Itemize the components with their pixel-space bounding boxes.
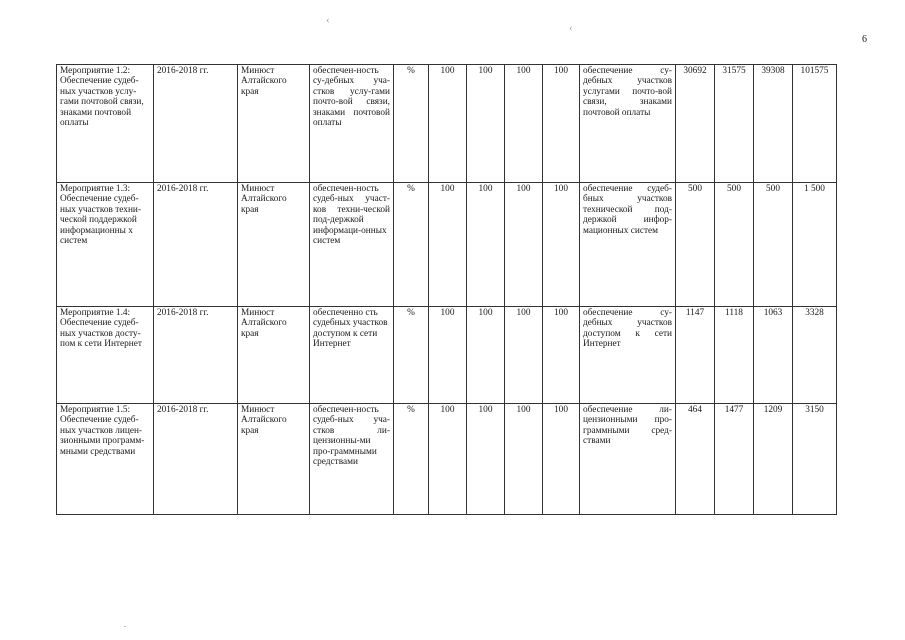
indicator: обеспечен-ность су-дебных уча-стков услу-гами почто-вой связи, знаками почтовой оплаты [310, 65, 394, 183]
funding-total: 101575 [793, 65, 837, 183]
value-2: 100 [467, 183, 505, 307]
value-2: 100 [467, 65, 505, 183]
period: 2016-2018 гг. [154, 307, 238, 404]
scan-mark: ‹ [326, 14, 330, 26]
funding-1: 1147 [676, 307, 715, 404]
unit: % [394, 307, 429, 404]
program-activities-table [56, 64, 837, 515]
value-2: 100 [467, 404, 505, 515]
executor: Минюст Алтайского края [238, 307, 310, 404]
activity-name: Мероприятие 1.2: Обеспечение судеб-ных участков услу-гами почтовой связи, знаками почтовой оплаты [57, 65, 154, 183]
activity-name: Мероприятие 1.4: Обеспечение судеб-ных участков досту-пом к сети Интернет [57, 307, 154, 404]
value-4: 100 [543, 65, 580, 183]
funding-2: 500 [715, 183, 754, 307]
period: 2016-2018 гг. [154, 65, 238, 183]
executor: Минюст Алтайского края [238, 404, 310, 515]
table-row [57, 65, 837, 183]
funding-total: 1 500 [793, 183, 837, 307]
value-1: 100 [429, 183, 467, 307]
funding-total: 3150 [793, 404, 837, 515]
funding-1: 500 [676, 183, 715, 307]
funding-2: 1477 [715, 404, 754, 515]
scan-mark: ‹ [569, 22, 573, 34]
table-row [57, 307, 837, 404]
funding-3: 1063 [754, 307, 793, 404]
value-2: 100 [467, 307, 505, 404]
funding-3: 500 [754, 183, 793, 307]
unit: % [394, 183, 429, 307]
funding-total: 3328 [793, 307, 837, 404]
value-1: 100 [429, 404, 467, 515]
expected-result: обеспечение судеб-бных участков технической под-держкой инфор-мационных систем [580, 183, 676, 307]
value-3: 100 [505, 307, 543, 404]
value-3: 100 [505, 404, 543, 515]
scan-speck [124, 626, 126, 627]
executor: Минюст Алтайского края [238, 183, 310, 307]
table-row [57, 404, 837, 515]
funding-1: 30692 [676, 65, 715, 183]
table-row [57, 183, 837, 307]
value-4: 100 [543, 183, 580, 307]
funding-2: 31575 [715, 65, 754, 183]
indicator: обеспеченно сть судебных участков доступом к сети Интернет [310, 307, 394, 404]
activity-name: Мероприятие 1.5: Обеспечение судеб-ных участков лицен-зионными программ-мными средствами [57, 404, 154, 515]
funding-1: 464 [676, 404, 715, 515]
period: 2016-2018 гг. [154, 404, 238, 515]
page-number: 6 [862, 34, 867, 45]
indicator: обеспечен-ность судеб-ных уча-стков ли-цензионны-ми про-граммными средствами [310, 404, 394, 515]
value-1: 100 [429, 307, 467, 404]
indicator: обеспечен-ность судеб-ных участ-ков техни-ческой под-держкой информаци-онных систем [310, 183, 394, 307]
value-3: 100 [505, 65, 543, 183]
unit: % [394, 404, 429, 515]
executor: Минюст Алтайского края [238, 65, 310, 183]
period: 2016-2018 гг. [154, 183, 238, 307]
value-3: 100 [505, 183, 543, 307]
activity-name: Мероприятие 1.3: Обеспечение судеб-ных участков техни-ческой поддержкой информационны х систем [57, 183, 154, 307]
funding-3: 39308 [754, 65, 793, 183]
funding-3: 1209 [754, 404, 793, 515]
value-1: 100 [429, 65, 467, 183]
expected-result: обеспечение су-дебных участков услугами почто-вой связи, знаками почтовой оплаты [580, 65, 676, 183]
value-4: 100 [543, 307, 580, 404]
unit: % [394, 65, 429, 183]
funding-2: 1118 [715, 307, 754, 404]
value-4: 100 [543, 404, 580, 515]
expected-result: обеспечение су-дебных участков доступом к сети Интернет [580, 307, 676, 404]
expected-result: обеспечение ли-цензионными про-граммными сред-ствами [580, 404, 676, 515]
